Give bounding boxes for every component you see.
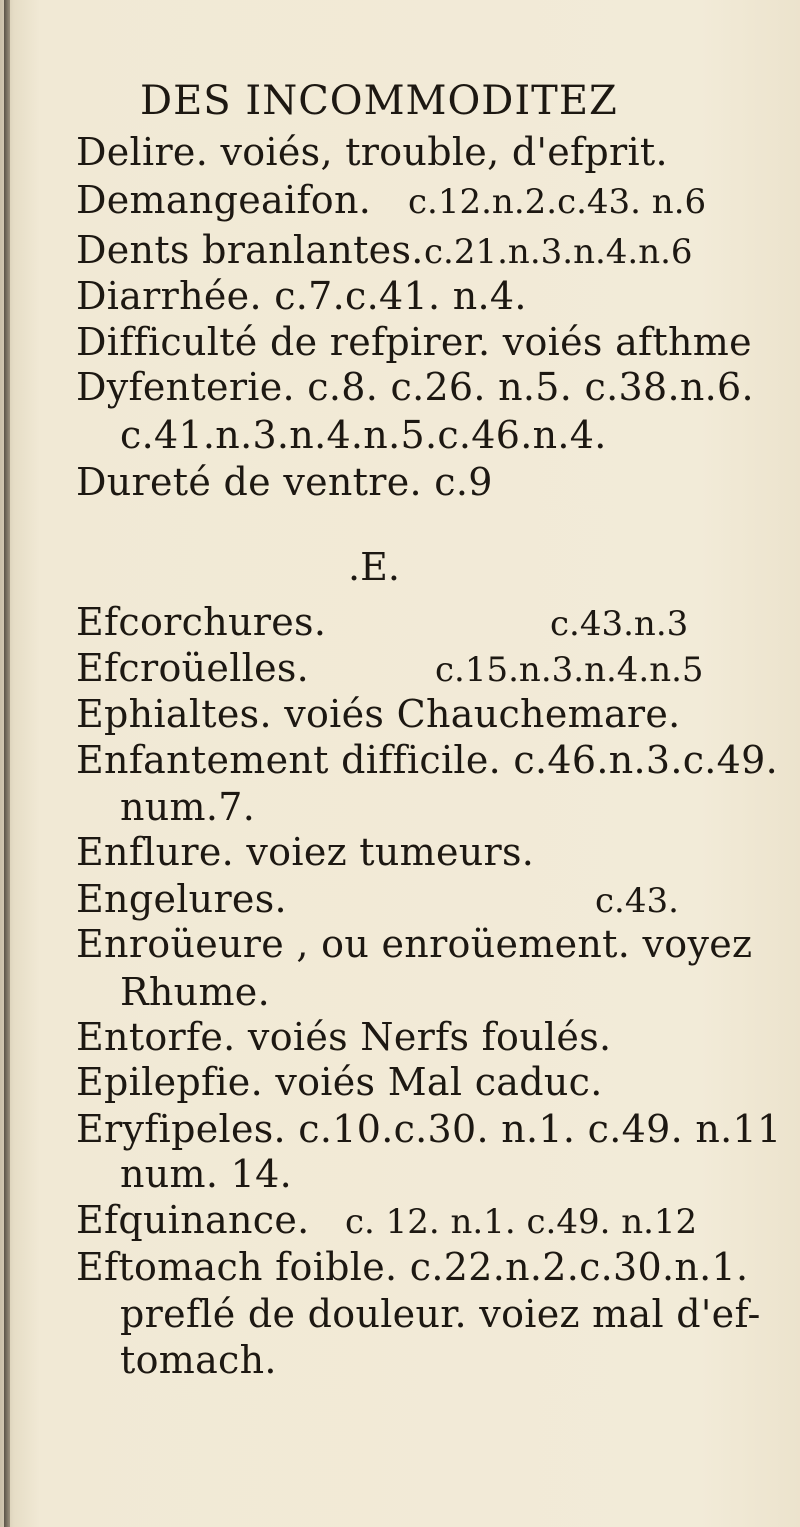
index-entry: Rhume. bbox=[120, 970, 270, 1014]
index-entry: Dyfenterie. c.8. c.26. n.5. c.38.n.6. bbox=[76, 365, 754, 409]
index-entry: Efcroüelles. bbox=[76, 646, 310, 690]
index-entry: Entorfe. voiés Nerfs foulés. bbox=[76, 1015, 612, 1059]
section-letter: .E. bbox=[348, 545, 400, 589]
book-gutter bbox=[4, 0, 10, 1527]
index-entry: Enflure. voiez tumeurs. bbox=[76, 830, 535, 874]
index-entry: Efcorchures. bbox=[76, 600, 327, 644]
index-entry: Eftomach foible. c.22.n.2.c.30.n.1. bbox=[76, 1245, 749, 1289]
index-entry: Dents branlantes. bbox=[76, 228, 424, 272]
index-entry: Engelures. bbox=[76, 877, 287, 921]
index-entry: num.7. bbox=[120, 785, 256, 829]
index-entry: c.41.n.3.n.4.n.5.c.46.n.4. bbox=[120, 413, 607, 457]
index-entry: Enfantement difficile. c.46.n.3.c.49. bbox=[76, 738, 779, 782]
index-entry: Enroüeure , ou enroüement. voyez bbox=[76, 922, 753, 966]
index-entry: Efquinance. bbox=[76, 1198, 310, 1242]
index-entry: preflé de douleur. voiez mal d'ef- bbox=[120, 1292, 761, 1336]
entry-reference: c.21.n.3.n.4.n.6 bbox=[424, 232, 693, 272]
index-entry: Diarrhée. c.7.c.41. n.4. bbox=[76, 274, 527, 318]
index-entry: Ephialtes. voiés Chauchemare. bbox=[76, 692, 681, 736]
entry-reference: c.43. bbox=[595, 881, 679, 921]
entry-reference: c.43.n.3 bbox=[550, 604, 689, 644]
entry-reference: c.12.n.2.c.43. n.6 bbox=[408, 182, 707, 222]
index-entry: Dureté de ventre. c.9 bbox=[76, 460, 493, 504]
index-entry: num. 14. bbox=[120, 1152, 292, 1196]
index-entry: Eryfipeles. c.10.c.30. n.1. c.49. n.11 bbox=[76, 1107, 782, 1151]
index-entry: Demangeaifon. bbox=[76, 178, 372, 222]
entry-reference: c. 12. n.1. c.49. n.12 bbox=[345, 1202, 698, 1242]
page-header: DES INCOMMODITEZ bbox=[140, 78, 618, 124]
index-entry: Difficulté de refpirer. voiés afthme bbox=[76, 320, 752, 364]
entry-reference: c.15.n.3.n.4.n.5 bbox=[435, 650, 704, 690]
index-entry: Delire. voiés, trouble, d'efprit. bbox=[76, 130, 668, 174]
index-entry: tomach. bbox=[120, 1338, 277, 1382]
index-entry: Epilepfie. voiés Mal caduc. bbox=[76, 1060, 603, 1104]
